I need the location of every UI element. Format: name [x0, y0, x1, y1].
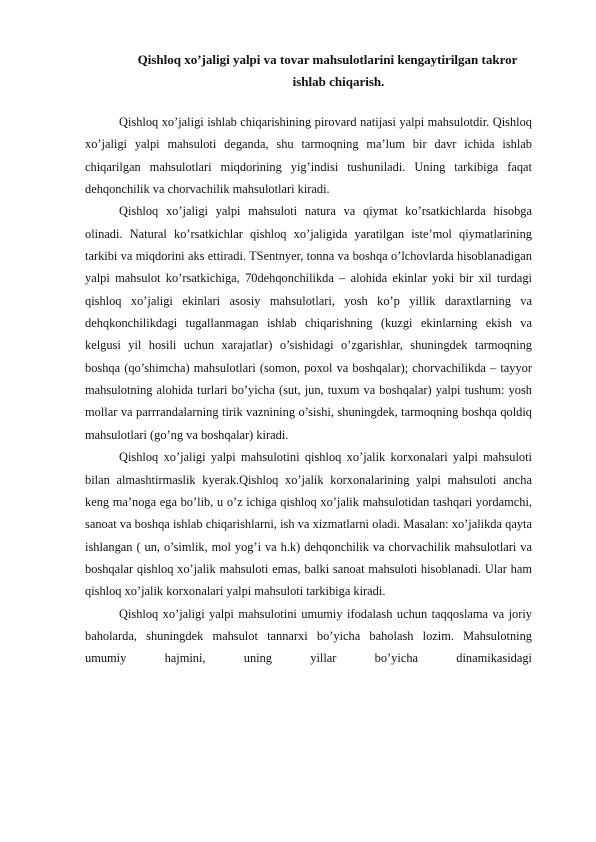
title-spacer — [85, 93, 532, 111]
paragraph-3: Qishloq xo’jaligi yalpi mahsulotini qishloq xo’jalik korxonalari yalpi mahsuloti bilan almashtirmaslik kyerak.Qishloq xo’jalik korxonalarining yalpi mahsuloti ancha keng ma’noga ega bo’lib, u o’z ichiga qishloq xo’jalik mahsulotidan tashqari yordamchi, sanoat va boshqa ishlab chiqarishlarni, ish va xizmatlarni oladi. Masalan: xo’jalikda qayta ishlangan ( un, o’simlik, mol yog’i va h.k) dehqonchilik va chorvachilik mahsulotlari va boshqalar qishloq xo’jalik mahsuloti emas, balki sanoat mahsuloti hisoblanadi. Ular ham qishloq xo’jalik korxonalari yalpi mahsuloti tarkibiga kiradi. — [85, 450, 532, 599]
title-line-1: Qishloq xo’jaligi yalpi va tovar mahsulotlarini kengaytirilgan takror — [137, 52, 518, 67]
document-title — [85, 49, 532, 93]
paragraph-2: Qishloq xo’jaligi yalpi mahsuloti natura va qiymat ko’rsatkichlarda hisobga olinadi. Natural ko’rsatkichlar qishloq xo’jaligida yaratilgan iste’mol qiymatlarining tarkibi va miqdorini aks ettiradi. TSentnyer, tonna va boshqa o’lchovlarda hisoblanadigan yalpi mahsulot ko’rsatkichiga, 70dehqonchilikda – alohida ekinlar yoki bir xil turdagi qishloq xo’jaligi ekinlari asosiy mahsulotlari, yosh ko’p yillik daraxtlarning va dehqkonchilikdagi tugallanmagan ishlab chiqarishning (kuzgi ekinlarning ekish va kelgusi yil hosili uchun xarajatlar) o’sishidagi o’zgarishlar, shuningdek tarmoqning boshqa (qo’shimcha) mahsulotlari (somon, poxol va boshqalar); chorvachilikda – tayyor mahsulotning alohida turlari bo’yicha (sut, jun, tuxum va boshqalar) yalpi tushum: yosh mollar va parrrandalarning tirik vaznining o’sishi, shuningdek, tarmoqning boshqa qoldiq mahsulotlari (go’ng va boshqalar) kiradi. — [85, 204, 532, 442]
title-line-2: ishlab chiqarish. — [292, 74, 385, 89]
paragraph-1: Qishloq xo’jaligi ishlab chiqarishining pirovard natijasi yalpi mahsulotdir. Qishloq xo’jaligi yalpi mahsuloti deganda, shu tarmoqning ma’lum bir davr ichida ishlab chiqarilgan mahsulotlari miqdorining yig’indisi tushuniladi. Uning tarkibiga faqat dehqonchilik va chorvachilik mahsulotlari kiradi. — [85, 115, 532, 197]
paragraph-4: Qishloq xo’jaligi yalpi mahsulotini umumiy ifodalash uchun taqqoslama va joriy baholarda, shuningdek mahsulot tannarxi bo’yicha baholash lozim. Mahsulotning umumiy hajmini, uning yillar bo’yicha dinamikasidagi — [85, 606, 532, 666]
document-page — [85, 49, 532, 670]
